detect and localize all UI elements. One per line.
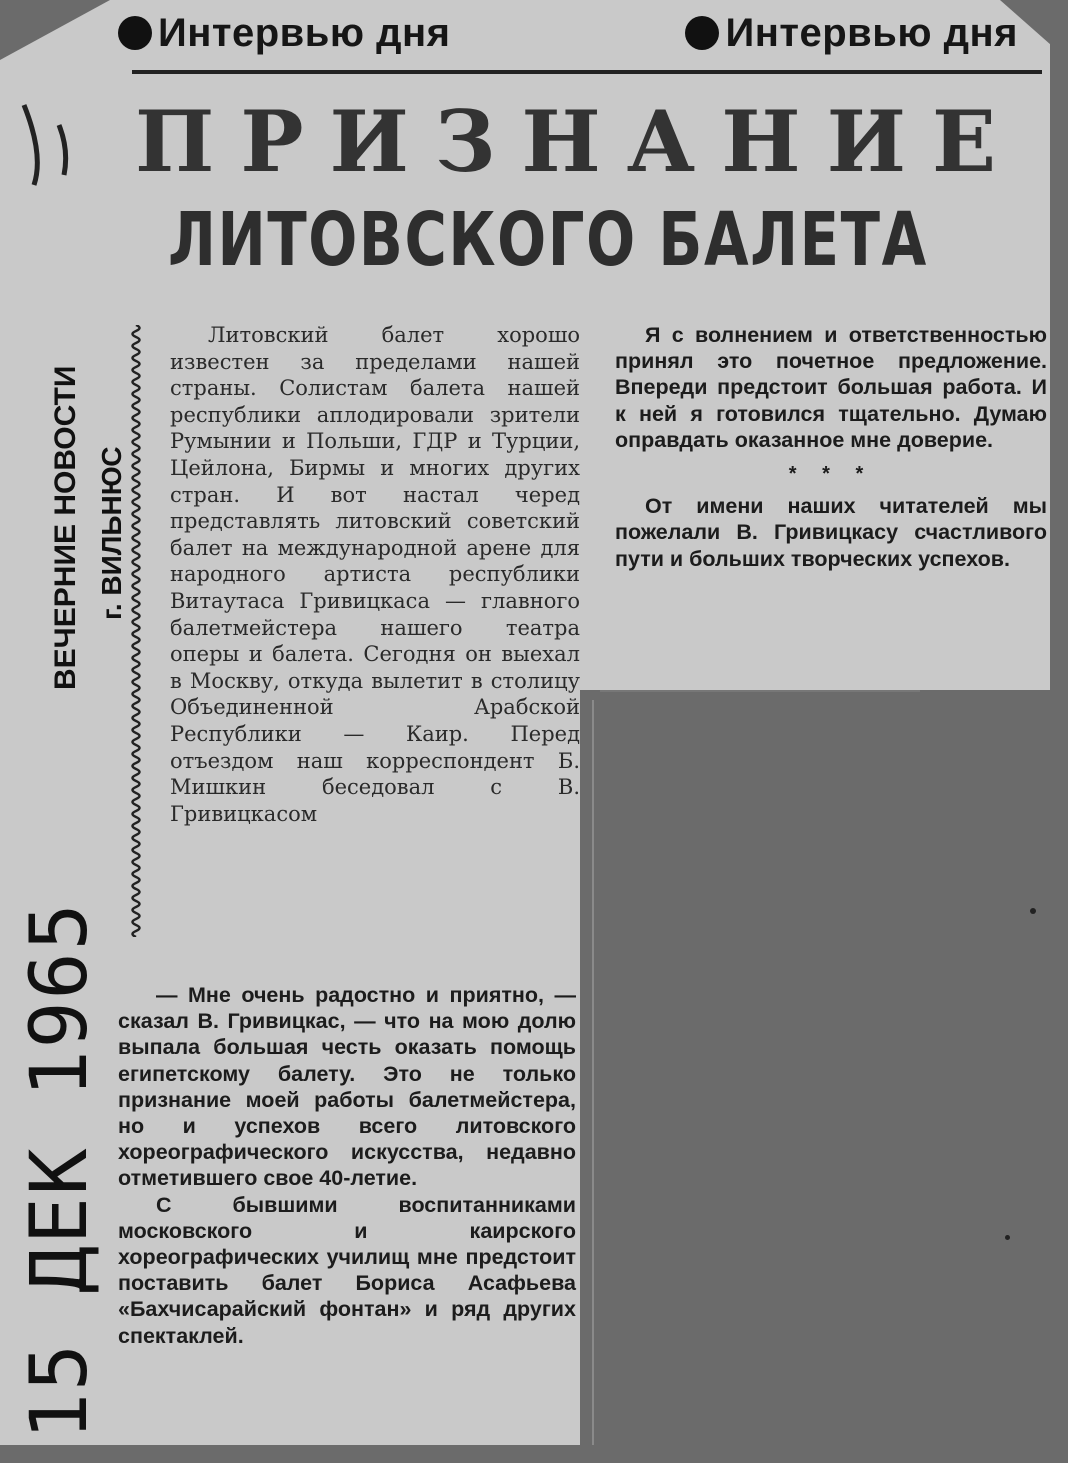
column-end-rule	[600, 690, 920, 692]
speck	[1030, 908, 1036, 914]
source-paper: ВЕЧЕРНИЕ НОВОСТИ	[49, 365, 82, 690]
lead-paragraph: Литовский балет хорошо известен за пределами нашей страны. Солистам балета нашей республики аплодировали зрители Румынии и Польши, ГДР и Турции, Цейлона, Бирмы и многих других стран. И вот настал черед представлять литовский советский балет на международной арене для народного артиста республики Витаутаса Гривицкаса — главного балетмейстера нашего театра оперы и балета. Сегодня он выехал в Москву, откуда вылетит в столицу Объединенной Арабской Республики — Каир. Перед отъездом наш корреспондент Б. Мишкин беседовал с В. Гривицкасом	[170, 323, 580, 826]
rubric-item	[118, 11, 451, 56]
body-paragraph: — Мне очень радостно и приятно, — сказал В. Гривицкас, — что на мою долю выпала большая честь оказать помощь египетскому балету. Это не только признание моей работы балетмейстера, но и успехов всего литовского хореографического искусства, недавно отметившего свое 40-летие.	[118, 983, 576, 1191]
source-city: г. ВИЛЬНЮС	[96, 446, 127, 620]
header-rule	[132, 70, 1042, 74]
pen-mark	[14, 95, 84, 190]
clipping-edge	[1050, 0, 1068, 700]
source-label	[18, 320, 127, 700]
speck	[1005, 1235, 1010, 1240]
bullet-icon	[118, 16, 152, 50]
body-right-column	[615, 322, 1047, 572]
date-stamp	[8, 901, 108, 1450]
headline-line1: ПРИЗНАНИЕ	[135, 92, 1022, 191]
rubric-text: Интервью дня	[725, 10, 1018, 55]
rubric-header	[118, 4, 1018, 62]
lead-column	[170, 322, 580, 827]
rubric-text: Интервью дня	[158, 10, 451, 55]
column-rule	[592, 700, 594, 1445]
headline-line2: ЛИТОВСКОГО БАЛЕТА	[168, 197, 928, 283]
body-paragraph: Я с волнением и ответственностью принял это почетное предложение. Впереди предстоит большая работа. И к ней я готовился тщательно. Думаю оправдать оказанное мне доверие.	[615, 323, 1047, 452]
rubric-item	[685, 11, 1018, 56]
body-left-column	[118, 982, 576, 1349]
date-stamp-text: 15 ДЕК 1965	[15, 901, 105, 1440]
separator: * * *	[788, 463, 874, 486]
body-paragraph: С бывшими воспитанниками московского и каирского хореографических училищ мне предстоит поставить балет Бориса Асафьева «Бахчисарайский фонтан» и ряд других спектаклей.	[118, 1192, 576, 1348]
bullet-icon	[685, 16, 719, 50]
closing-paragraph: От имени наших читателей мы пожелали В. Гривицкасу счастливого пути и больших творческих успехов.	[615, 494, 1047, 571]
